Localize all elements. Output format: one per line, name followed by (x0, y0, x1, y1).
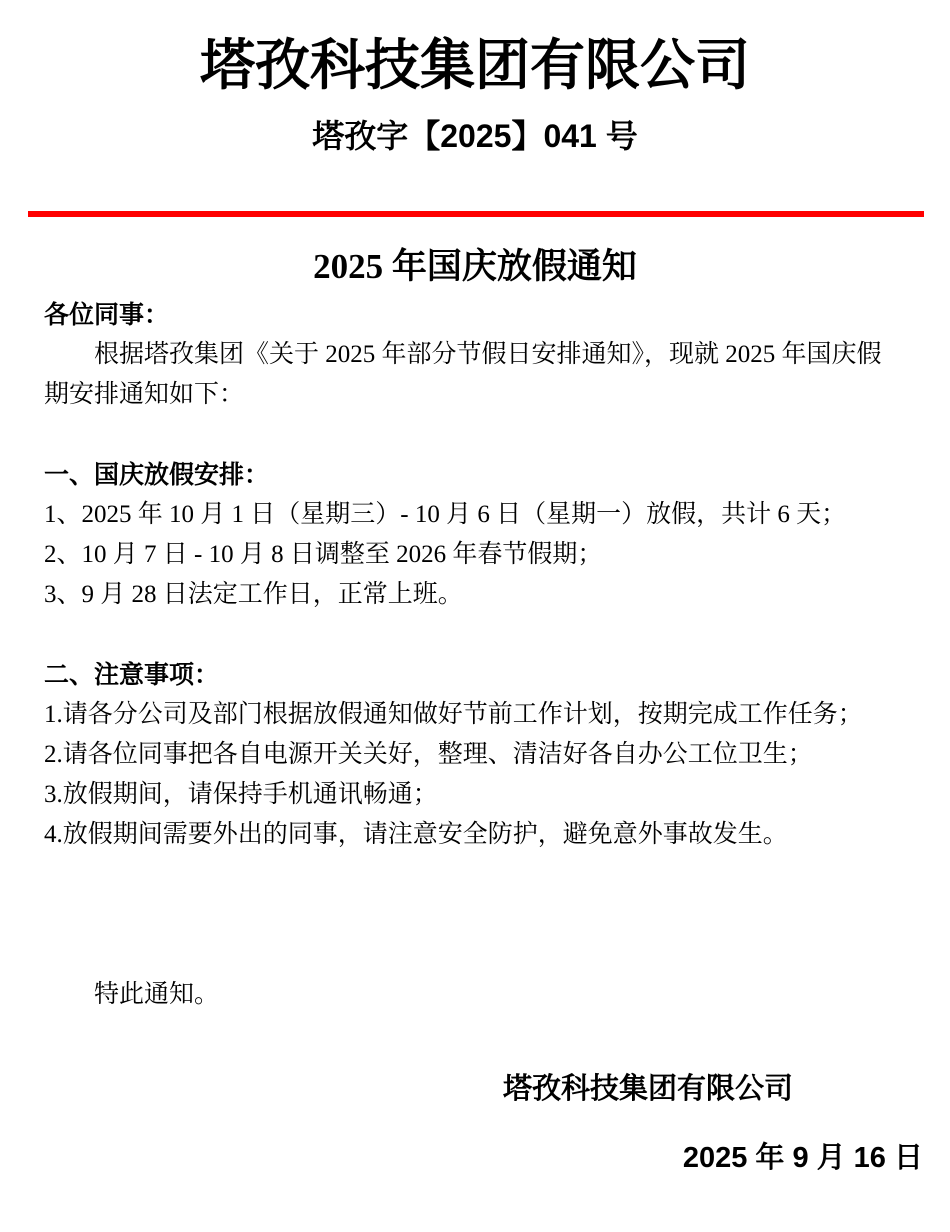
issue-date: 2025 年 9 月 16 日 (682, 1142, 923, 1174)
holiday-item-1: 1、2025 年 10 月 1 日（星期三）- 10 月 6 日（星期一）放假，共计 6 天； (44, 501, 847, 528)
closing-statement: 特此通知。 (94, 981, 220, 1008)
red-divider-line (28, 211, 924, 217)
precaution-item-2: 2.请各位同事把各自电源开关关好，整理、清洁好各自办公工位卫生； (44, 741, 813, 768)
salutation: 各位同事： (44, 301, 170, 329)
holiday-item-3: 3、9 月 28 日法定工作日，正常上班。 (44, 581, 463, 608)
section-heading-holiday-schedule: 一、国庆放假安排： (44, 461, 270, 489)
notice-title: 2025 年国庆放假通知 (313, 247, 637, 286)
holiday-item-2: 2、10 月 7 日 - 10 月 8 日调整至 2026 年春节假期； (44, 541, 603, 568)
document-number: 塔孜字【2025】041 号 (312, 118, 638, 154)
precaution-item-4: 4.放假期间需要外出的同事，请注意安全防护，避免意外事故发生。 (44, 821, 788, 848)
company-name-heading: 塔孜科技集团有限公司 (199, 35, 750, 96)
intro-paragraph: 根据塔孜集团《关于 2025 年部分节假日安排通知》，现就 2025 年国庆假期安排通知如下： (44, 341, 882, 408)
section-precautions (44, 655, 906, 855)
notice-body (44, 295, 906, 1015)
signature-company-name: 塔孜科技集团有限公司 (502, 1073, 793, 1105)
section-holiday-schedule (44, 455, 906, 615)
precaution-item-1: 1.请各分公司及部门根据放假通知做好节前工作计划，按期完成工作任务； (44, 701, 863, 728)
section-heading-precautions: 二、注意事项： (44, 661, 220, 689)
precaution-item-3: 3.放假期间，请保持手机通讯畅通； (44, 781, 438, 808)
